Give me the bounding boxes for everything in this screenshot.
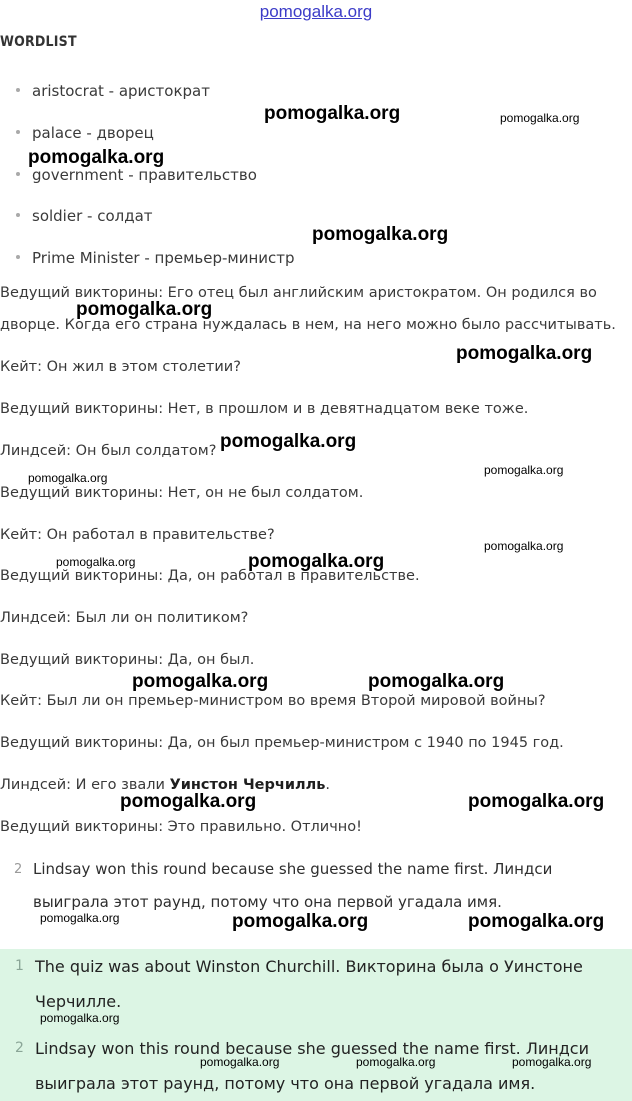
answer-number: 2 [14,862,23,877]
watermark: pomogalka.org [484,539,564,553]
watermark: pomogalka.org [220,431,357,452]
bullet-icon [16,88,20,92]
watermark: pomogalka.org [28,147,165,168]
watermark: pomogalka.org [56,555,136,569]
wordlist-item-text: government - правительство [32,166,257,184]
dialogue-line: Линдсей: Был ли он политиком? [0,610,249,626]
wordlist-item-text: soldier - солдат [32,207,153,225]
dialogue-line: Ведущий викторины: Да, он был. [0,652,255,668]
bullet-icon [16,172,20,176]
watermark: pomogalka.org [368,671,505,692]
wordlist-item [16,82,210,100]
dialogue-line: Кейт: Он жил в этом столетии? [0,359,241,375]
wordlist-item [16,249,295,267]
answer-number: 1 [15,958,24,974]
wordlist-item [16,124,154,142]
answer-line: выиграла этот раунд, потому что она первой угадала имя. [35,1074,536,1093]
watermark: pomogalka.org [512,1055,592,1069]
watermark: pomogalka.org [76,299,213,320]
dialogue-text: Линдсей: И его звали [0,777,170,793]
watermark: pomogalka.org [248,551,385,572]
dialogue-bold-name: Уинстон Черчилль [169,777,326,793]
watermark: pomogalka.org [468,791,605,812]
dialogue-line: Кейт: Был ли он премьер-министром во время Второй мировой войны? [0,693,546,709]
header-watermark-link[interactable]: pomogalka.org [259,2,373,21]
wordlist-item-text: Prime Minister - премьер-министр [32,249,295,267]
dialogue-line: Кейт: Он работал в правительстве? [0,527,275,543]
watermark: pomogalka.org [232,911,369,932]
watermark: pomogalka.org [356,1055,436,1069]
bullet-icon [16,255,20,259]
watermark: pomogalka.org [28,471,108,485]
watermark: pomogalka.org [264,103,401,124]
watermark: pomogalka.org [312,224,449,245]
watermark: pomogalka.org [468,911,605,932]
watermark: pomogalka.org [456,343,593,364]
dialogue-line: Ведущий викторины: Это правильно. Отлично! [0,819,362,835]
watermark: pomogalka.org [200,1055,280,1069]
watermark: pomogalka.org [500,111,580,125]
bullet-icon [16,130,20,134]
dialogue-line: Ведущий викторины: Да, он был премьер-министром с 1940 по 1945 год. [0,735,564,751]
watermark: pomogalka.org [40,1011,120,1025]
wordlist-item [16,207,153,225]
answer-line: Черчилле. [35,992,122,1011]
watermark: pomogalka.org [40,911,120,925]
watermark: pomogalka.org [132,671,269,692]
answer-line: Lindsay won this round because she guessed the name first. Линдси [35,1039,589,1058]
answer-line: The quiz was about Winston Churchill. Викторина была о Уинстоне [35,957,583,976]
wordlist-item-text: palace - дворец [32,124,154,142]
dialogue-line: Ведущий викторины: Его отец был английским аристократом. Он родился во [0,285,597,301]
answer-line: выиграла этот раунд, потому что она первой угадала имя. [33,893,502,911]
answer-line: Lindsay won this round because she guessed the name first. Линдси [33,860,553,878]
watermark: pomogalka.org [120,791,257,812]
dialogue-text: . [325,777,331,793]
dialogue-line: Линдсей: Он был солдатом? [0,443,217,459]
dialogue-line: Ведущий викторины: Нет, в прошлом и в девятнадцатом веке тоже. [0,401,529,417]
wordlist-item-text: aristocrat - аристократ [32,82,210,100]
dialogue-line: дворце. Когда его страна нуждалась в нем, на него можно было рассчитывать. [0,317,616,333]
bullet-icon [16,213,20,217]
watermark: pomogalka.org [484,463,564,477]
dialogue-line: Ведущий викторины: Да, он работал в правительстве. [0,568,420,584]
dialogue-line: Ведущий викторины: Нет, он не был солдатом. [0,485,364,501]
wordlist-title: WORDLIST [0,34,77,50]
answer-number: 2 [15,1040,24,1056]
